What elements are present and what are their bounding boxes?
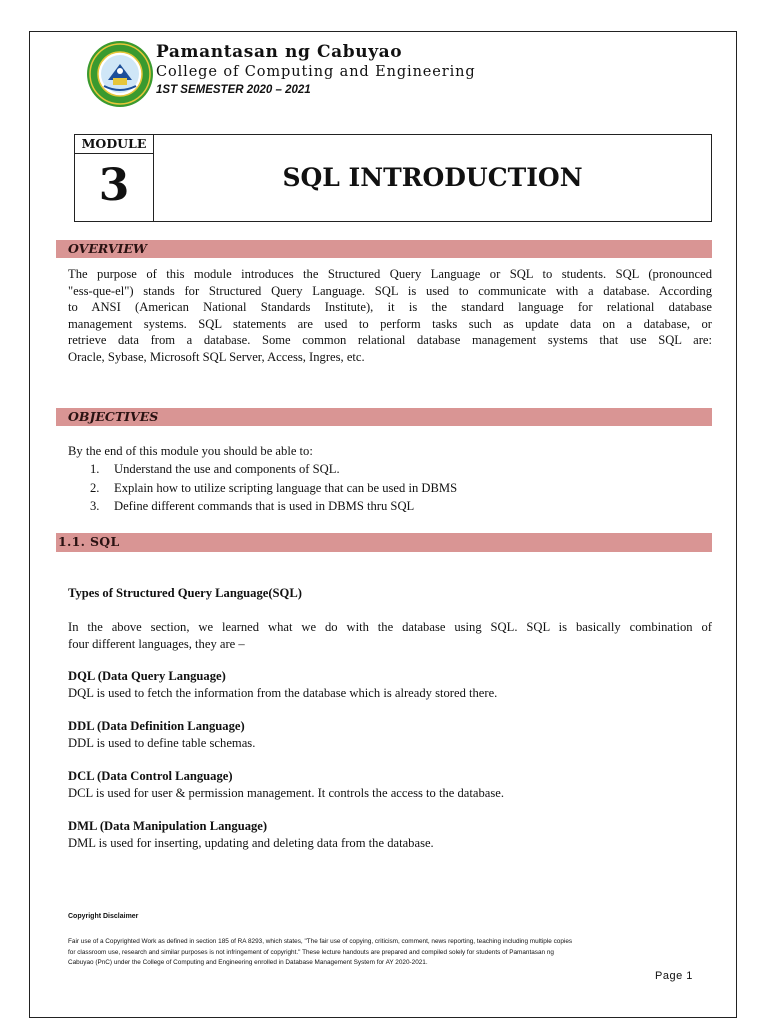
dml-heading: DML (Data Manipulation Language) [68,819,268,833]
sql-heading-bar [56,533,712,552]
university-seal-icon [86,40,154,108]
overview-line: The purpose of this module introduces the Structured Query Language or SQL to students. SQL (pronounced [68,267,712,281]
dml-description: DML is used for inserting, updating and deleting data from the database. [68,836,434,850]
overview-paragraph [68,266,712,366]
college-name: College of Computing and Engineering [156,64,476,80]
module-title: SQL INTRODUCTION [282,163,583,192]
page-number: Page 1 [655,970,693,982]
overview-line: Oracle, Sybase, Microsoft SQL Server, Access, Ingres, etc. [68,349,365,364]
overview-line: to ANSI (American National Standards Institute), it is the standard language for relational database [68,300,712,315]
dcl-heading: DCL (Data Control Language) [68,769,233,783]
overview-heading: OVERVIEW [68,241,147,256]
ddl-heading: DDL (Data Definition Language) [68,719,245,733]
objectives-intro: By the end of this module you should be able to: [68,444,313,458]
copyright-title: Copyright Disclaimer [68,913,139,920]
overview-heading-bar [56,240,712,258]
semester-label: 1ST SEMESTER 2020 – 2021 [156,84,311,96]
types-heading: Types of Structured Query Language(SQL) [68,586,302,600]
module-header-box [74,134,712,222]
list-item: 1. Understand the use and components of SQL. [90,462,340,476]
overview-line: management systems. SQL statements are used to perform tasks such as update data on a database, or [68,316,712,331]
copyright-disclaimer [68,937,712,969]
copyright-line: Cabuyao (PnC) under the College of Computing and Engineering enrolled in Database Management System for AY 2020-2021. [68,959,428,967]
overview-line: retrieve data from a database. Some common relational database management systems that use SQL are: [68,333,712,348]
module-number: 3 [98,160,130,211]
dql-heading: DQL (Data Query Language) [68,669,226,683]
dql-description: DQL is used to fetch the information from the database which is already stored there. [68,686,498,700]
sql-intro-line: In the above section, we learned what we do with the database using SQL. SQL is basically combination of [68,620,712,634]
module-label: MODULE [75,135,153,154]
list-item: 3. Define different commands that is used in DBMS thru SQL [90,499,415,513]
sql-heading: 1.1. SQL [58,534,120,549]
sql-intro-line: four different languages, they are – [68,636,245,651]
list-item: 2. Explain how to utilize scripting language that can be used in DBMS [90,480,458,495]
copyright-line: Fair use of a Copyrighted Work as defined in section 185 of RA 8293, which states, "The fair use of copying, criticism, comment, news reporting, teaching including multiple copies [68,938,573,945]
sql-intro-paragraph [68,619,712,652]
dcl-description: DCL is used for user & permission management. It controls the access to the database. [68,786,504,800]
overview-line: "ess-que-el") stands for Structured Query Language. SQL is used to communicate with a database. According [68,283,712,298]
objectives-heading-bar [56,408,712,426]
module-cell [75,135,154,221]
objectives-heading: OBJECTIVES [68,409,159,424]
institution-name: Pamantasan ng Cabuyao [156,42,403,62]
ddl-description: DDL is used to define table schemas. [68,736,256,750]
objectives-list [90,462,457,518]
copyright-line: for classroom use, research and similar purposes is not infringement of copyright." These lecture handouts are prepared and compiled solely for students of Pamantasan ng [68,948,554,956]
